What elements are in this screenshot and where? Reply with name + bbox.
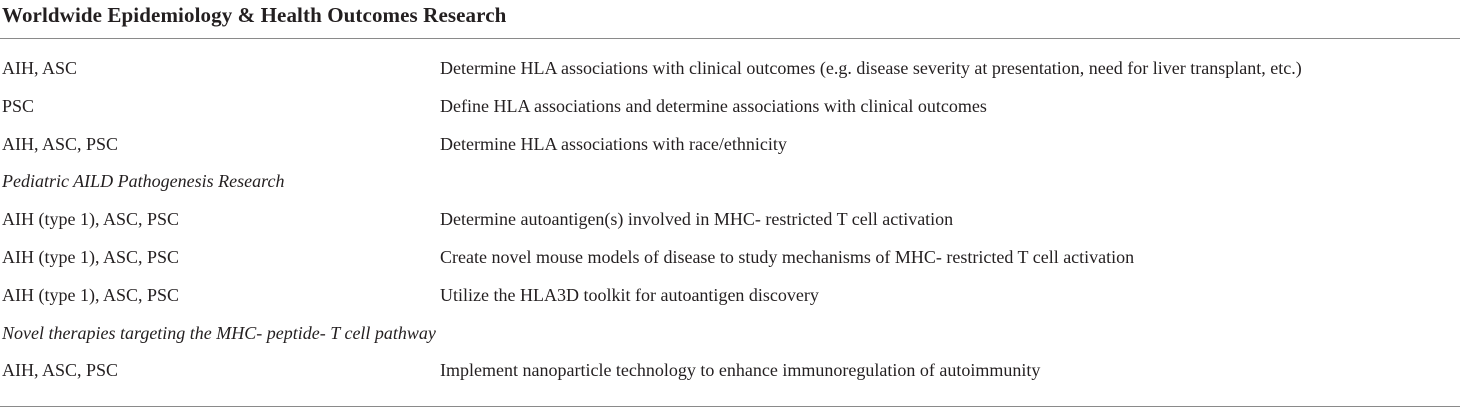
table-row [0,96,1460,134]
disease-cell: PSC [2,95,35,116]
disease-cell: AIH (type 1), ASC, PSC [2,209,180,230]
section-heading-row [0,171,1460,209]
table-bottom-rule [0,406,1460,407]
table-title: Worldwide Epidemiology & Health Outcomes Research [2,3,507,27]
table-row [0,285,1460,323]
section-heading-row [0,323,1460,361]
aim-cell: Define HLA associations and determine associations with clinical outcomes [440,95,987,116]
table-row [0,134,1460,172]
disease-cell: AIH, ASC, PSC [2,360,119,381]
section-heading: Novel therapies targeting the MHC- peptide- T cell pathway [2,322,436,343]
table-top-rule [0,38,1460,39]
aim-cell: Implement nanoparticle technology to enhance immunoregulation of autoimmunity [440,360,1041,381]
table-body [0,58,1460,398]
aim-cell: Create novel mouse models of disease to study mechanisms of MHC- restricted T cell activation [440,246,1135,267]
aim-cell: Utilize the HLA3D toolkit for autoantigen discovery [440,284,819,305]
section-heading: Pediatric AILD Pathogenesis Research [2,171,285,192]
table-row [0,360,1460,398]
disease-cell: AIH (type 1), ASC, PSC [2,284,180,305]
table-row [0,247,1460,285]
table-row [0,209,1460,247]
aim-cell: Determine HLA associations with clinical outcomes (e.g. disease severity at presentation, need for liver transplant, etc.) [440,58,1302,78]
disease-cell: AIH, ASC, PSC [2,133,119,154]
disease-cell: AIH (type 1), ASC, PSC [2,246,180,267]
disease-cell: AIH, ASC [2,58,78,78]
aim-cell: Determine HLA associations with race/ethnicity [440,133,787,154]
table-row [0,58,1460,96]
aim-cell: Determine autoantigen(s) involved in MHC- restricted T cell activation [440,209,954,230]
